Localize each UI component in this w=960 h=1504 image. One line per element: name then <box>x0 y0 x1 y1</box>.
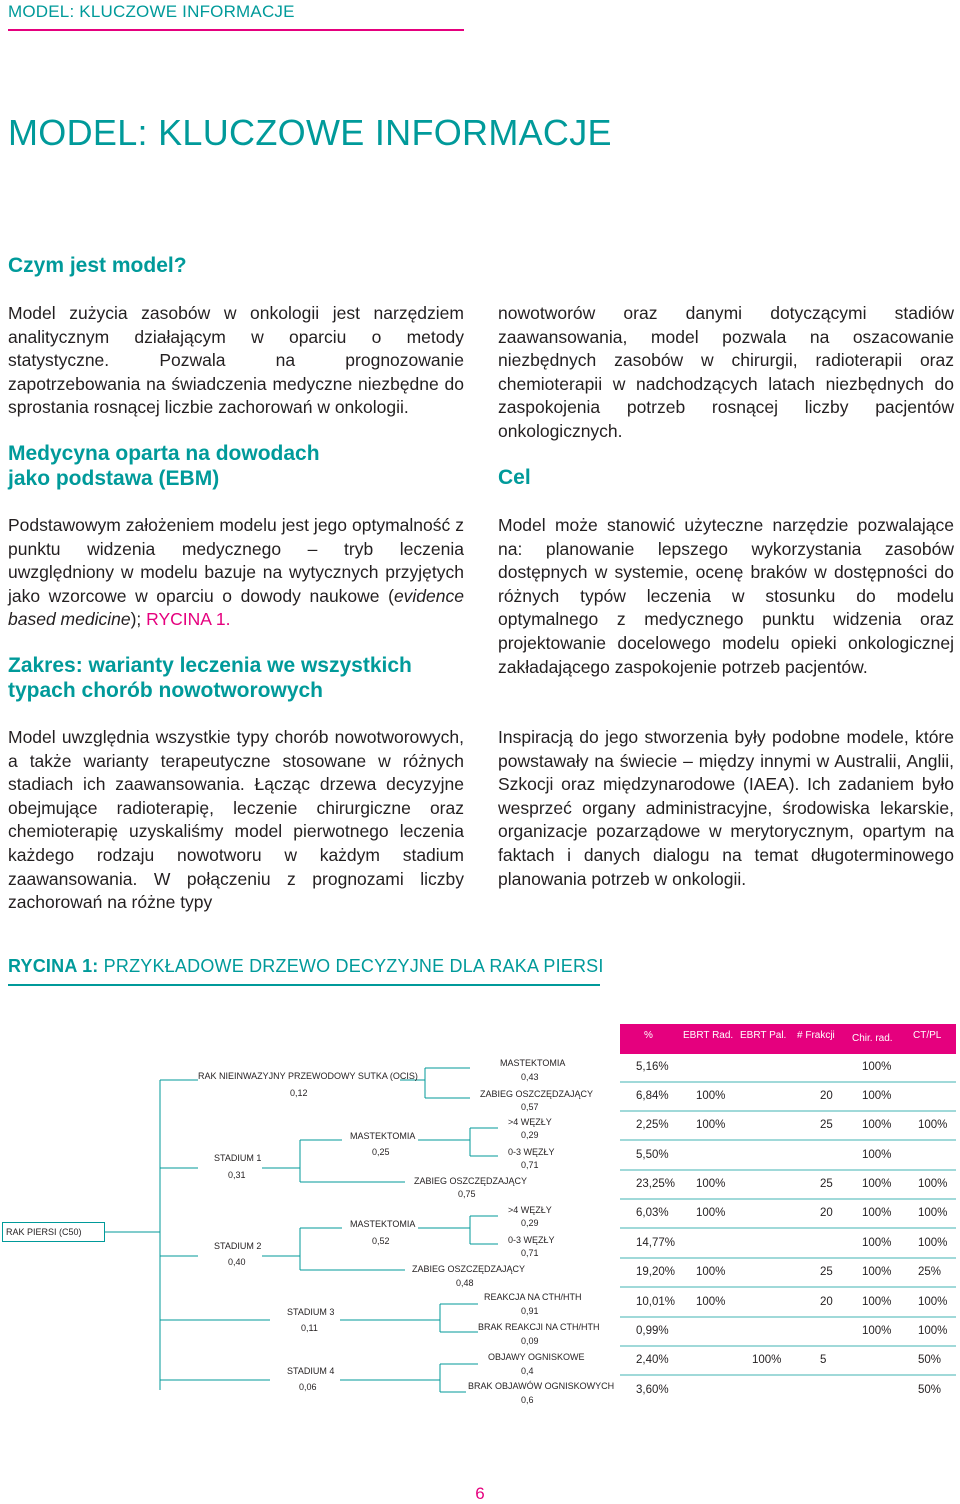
paragraph-scope: Model uwzględnia wszystkie typy chorób nowotworowych, a także warianty terapeutyczne stosowane w różnych stadiach ich zaawansowania. Łącząc drzewa decyzyjne obejmujące radioterapię, leczenie chirurgiczne oraz chemioterapię uzyskaliśmy model pierwotnego leczenia każdego rodzaju nowotworu w każdym stadium zaawansowania. W połączeniu z prognozami liczby zachorowań na różne typy <box>8 727 464 913</box>
node-st1-bcs-prob: 0,75 <box>458 1189 476 1199</box>
cell-ct-pl: 100% <box>918 1207 948 1219</box>
node-stage2: STADIUM 2 <box>214 1241 262 1251</box>
node-stage1-prob: 0,31 <box>228 1170 246 1180</box>
cell-chir-rad: 100% <box>862 1178 892 1190</box>
figure-caption: PRZYKŁADOWE DRZEWO DECYZYJNE DLA RAKA PIERSI <box>98 956 604 976</box>
cell-fractions: 25 <box>820 1178 833 1190</box>
ebm-text-b: ); <box>130 609 147 630</box>
node-st2-mastectomy: MASTEKTOMIA <box>350 1219 416 1229</box>
node-st1-mastectomy-prob: 0,25 <box>372 1147 390 1157</box>
cell-ebrt-rad: 100% <box>696 1178 726 1190</box>
node-ocis-bcs: ZABIEG OSZCZĘDZAJĄCY <box>480 1089 594 1099</box>
node-st2-gt4-nodes: >4 WĘZŁY <box>508 1205 552 1215</box>
node-stage4-prob: 0,06 <box>299 1382 317 1392</box>
node-st1-gt4-nodes-prob: 0,29 <box>521 1130 539 1140</box>
cell-fractions: 5 <box>820 1354 827 1366</box>
cell-ct-pl: 50% <box>918 1384 942 1396</box>
cell-ct-pl: 100% <box>918 1325 948 1337</box>
col-fractions: # Frakcji <box>797 1030 835 1041</box>
st3-split <box>340 1304 478 1332</box>
ebm-text-italic: evidence based medicine <box>8 585 464 630</box>
cell-ebrt-rad: 100% <box>696 1266 726 1278</box>
node-stage3: STADIUM 3 <box>287 1307 335 1317</box>
node-st2-bcs-prob: 0,48 <box>456 1278 474 1288</box>
node-st4-no-symptoms-prob: 0,6 <box>521 1395 534 1405</box>
col-ebrt-pal: EBRT Pal. <box>740 1030 787 1041</box>
cell-ebrt-rad: 100% <box>696 1119 726 1131</box>
node-st4-symptoms-prob: 0,4 <box>521 1366 534 1376</box>
cell-ebrt-rad: 100% <box>696 1207 726 1219</box>
heading-ebm-line-1: Medycyna oparta na dowodach <box>8 442 320 465</box>
cell-chir-rad: 100% <box>862 1090 892 1102</box>
cell-pct: 10,01% <box>636 1296 676 1308</box>
node-st1-bcs: ZABIEG OSZCZĘDZAJĄCY <box>414 1176 528 1186</box>
node-ocis: RAK NIEINWAZYJNY PRZEWODOWY SUTKA (OCIS) <box>198 1071 418 1081</box>
tree-root-label: RAK PIERSI (C50) <box>6 1227 82 1237</box>
node-st3-no-response: BRAK REAKCJI NA CTH/HTH <box>478 1322 600 1332</box>
st4-split <box>340 1364 478 1392</box>
cell-pct: 6,03% <box>636 1207 669 1219</box>
node-st4-no-symptoms: BRAK OBJAWÓW OGNISKOWYCH <box>468 1381 615 1391</box>
cell-chir-rad: 100% <box>862 1266 892 1278</box>
heading-what-is-model: Czym jest model? <box>8 254 187 277</box>
cell-fractions: 25 <box>820 1266 833 1278</box>
cell-chir-rad: 100% <box>862 1149 892 1161</box>
cell-chir-rad: 100% <box>862 1296 892 1308</box>
node-st4-symptoms: OBJAWY OGNISKOWE <box>488 1352 585 1362</box>
page-title: MODEL: KLUCZOWE INFORMACJE <box>8 112 612 153</box>
paragraph-continuation: nowotworów oraz danymi dotyczącymi stadiów zaawansowania, model pozwala na oszacowanie niezbędnych zasobów w chirurgii, radioterapii oraz chemioterapii w nadchodzących latach niezbędnych do zaspokojenia potrzeb rosnącej liczby pacjentów onkologicznych. <box>498 303 954 441</box>
figure-label: RYCINA 1: <box>8 956 99 976</box>
node-st2-03-nodes: 0-3 WĘZŁY <box>508 1235 555 1245</box>
cell-ct-pl: 100% <box>918 1296 948 1308</box>
node-ocis-bcs-prob: 0,57 <box>521 1102 539 1112</box>
cell-pct: 19,20% <box>636 1266 676 1278</box>
cell-ebrt-rad: 100% <box>696 1296 726 1308</box>
cell-pct: 0,99% <box>636 1325 669 1337</box>
node-stage2-prob: 0,40 <box>228 1257 246 1267</box>
cell-chir-rad: 100% <box>862 1061 892 1073</box>
st1-mast-split <box>418 1128 498 1156</box>
cell-pct: 3,60% <box>636 1384 669 1396</box>
cell-fractions: 20 <box>820 1296 833 1308</box>
node-st1-03-nodes-prob: 0,71 <box>521 1160 539 1170</box>
col-ebrt-rad: EBRT Rad. <box>683 1030 734 1041</box>
node-ocis-mastectomy-prob: 0,43 <box>521 1072 539 1082</box>
st2-split <box>262 1228 405 1270</box>
cell-fractions: 20 <box>820 1090 833 1102</box>
node-st1-03-nodes: 0-3 WĘZŁY <box>508 1147 555 1157</box>
cell-ct-pl: 100% <box>918 1237 948 1249</box>
heading-scope-line-2: typach chorób nowotworowych <box>8 679 324 702</box>
cell-chir-rad: 100% <box>862 1237 892 1249</box>
cell-ct-pl: 100% <box>918 1119 948 1131</box>
figure-reference-link[interactable]: RYCINA 1. <box>146 609 231 630</box>
cell-pct: 23,25% <box>636 1178 676 1190</box>
cell-pct: 6,84% <box>636 1090 669 1102</box>
col-chir-rad: Chir. rad. <box>852 1033 893 1044</box>
heading-ebm-line-2: jako podstawa (EBM) <box>8 467 220 490</box>
heading-goal: Cel <box>498 466 531 489</box>
paragraph-inspiration: Inspiracją do jego stworzenia były podobne modele, które powstawały na świecie – między innymi w Australii, Anglii, Szkocji oraz międzynarodowe (IAEA). Ich zadaniem było wesprzeć organy administracyjne, środowiska lekarskie, organizacje pozarządowe w merytorycznym, opartym na faktach i danych dialogu na temat długoterminowego planowania potrzeb w onkologii. <box>498 727 954 889</box>
cell-fractions: 20 <box>820 1207 833 1219</box>
node-stage3-prob: 0,11 <box>301 1323 318 1333</box>
cell-pct: 5,50% <box>636 1149 669 1161</box>
node-stage1: STADIUM 1 <box>214 1153 262 1163</box>
node-st3-response-prob: 0,91 <box>521 1306 539 1316</box>
cell-chir-rad: 100% <box>862 1325 892 1337</box>
node-st2-bcs: ZABIEG OSZCZĘDZAJĄCY <box>412 1264 526 1274</box>
running-header: MODEL: KLUCZOWE INFORMACJE <box>8 2 295 21</box>
heading-scope-line-1: Zakres: warianty leczenia we wszystkich <box>8 654 412 677</box>
node-ocis-prob: 0,12 <box>290 1088 308 1098</box>
cell-pct: 14,77% <box>636 1237 676 1249</box>
node-st3-response: REAKCJA NA CTH/HTH <box>484 1292 582 1302</box>
cell-chir-rad: 100% <box>862 1119 892 1131</box>
cell-pct: 2,40% <box>636 1354 669 1366</box>
cell-fractions: 25 <box>820 1119 833 1131</box>
page-number: 6 <box>475 1484 485 1503</box>
paragraph-what-is-model: Model zużycia zasobów w onkologii jest narzędziem analitycznym działającym w oparciu o metody statystyczne. Pozwala na prognozowanie zapotrzebowania na świadczenia medyczne niezbędne do sprostania rosnącej liczbie zachorowań w onkologii. <box>8 303 464 418</box>
col-ct-pl: CT/PL <box>913 1030 942 1041</box>
node-stage4: STADIUM 4 <box>287 1366 335 1376</box>
node-st2-gt4-nodes-prob: 0,29 <box>521 1218 539 1228</box>
cell-ct-pl: 50% <box>918 1354 942 1366</box>
node-st2-03-nodes-prob: 0,71 <box>521 1248 539 1258</box>
paragraph-goal: Model może stanowić użyteczne narzędzie pozwalające na: planowanie lepszego wykorzystania zasobów dostępnych w systemie, ocenę braków w dostępności do różnych typów leczenia w stosunku do modelu optymalnego z medycznego punktu widzenia oraz projektowanie docelowego modelu opieki onkologicznej zakładającego zaspokojenie potrzeb pacjentów. <box>498 515 954 677</box>
cell-ebrt-rad: 100% <box>696 1090 726 1102</box>
col-pct: % <box>644 1030 653 1041</box>
node-st2-mastectomy-prob: 0,52 <box>372 1236 390 1246</box>
cell-ct-pl: 100% <box>918 1178 948 1190</box>
st2-mast-split <box>418 1216 498 1244</box>
table-row-separators <box>620 1082 956 1375</box>
node-st1-gt4-nodes: >4 WĘZŁY <box>508 1117 552 1127</box>
cell-ebrt-pal: 100% <box>752 1354 782 1366</box>
node-st1-mastectomy: MASTEKTOMIA <box>350 1131 416 1141</box>
ebm-text-a: Podstawowym założeniem modelu jest jego optymalność z punktu widzenia medycznego – tryb leczenia uwzględniony w modelu bazuje na wytycznych przyjętych jako wzorcowe w oparciu o dowody naukowe ( <box>8 515 464 606</box>
cell-chir-rad: 100% <box>862 1207 892 1219</box>
cell-pct: 5,16% <box>636 1061 669 1073</box>
node-ocis-mastectomy: MASTEKTOMIA <box>500 1058 566 1068</box>
node-st3-no-response-prob: 0,09 <box>521 1336 539 1346</box>
cell-ct-pl: 25% <box>918 1266 942 1278</box>
cell-pct: 2,25% <box>636 1119 669 1131</box>
